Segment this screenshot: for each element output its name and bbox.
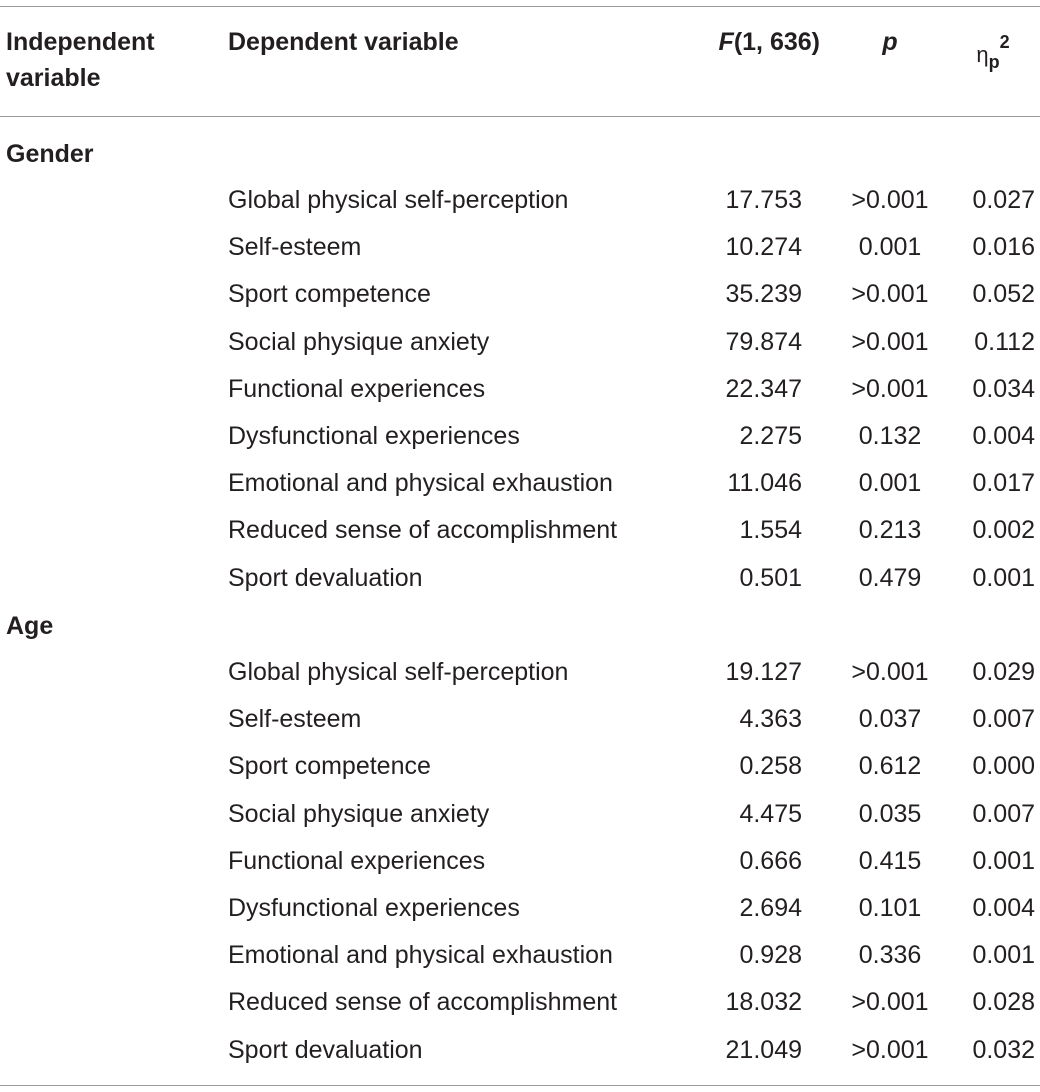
dependent-variable-cell: Functional experiences (228, 846, 486, 875)
dependent-variable-cell: Emotional and physical exhaustion (228, 941, 613, 970)
eta-value-cell: 0.034 (972, 374, 1035, 403)
eta-value-cell: 0.007 (972, 799, 1035, 828)
p-value-cell: 0.001 (858, 233, 922, 262)
p-value-cell: 0.132 (858, 422, 922, 450)
f-value-cell: 0.666 (739, 846, 802, 875)
p-value-cell: >0.001 (851, 374, 929, 403)
eta-value-cell: 0.016 (972, 233, 1035, 262)
f-value-cell: 4.475 (739, 799, 802, 828)
table-row (0, 512, 1040, 559)
f-value-cell: 22.347 (725, 374, 802, 403)
table-row (0, 1032, 1040, 1079)
eta-value-cell: 0.029 (972, 658, 1035, 686)
dependent-variable-cell: Global physical self-perception (228, 186, 569, 214)
header-f-symbol: F (718, 28, 734, 56)
eta-value-cell: 0.032 (972, 1035, 1035, 1064)
table-row (0, 843, 1040, 890)
f-value-cell: 1.554 (739, 516, 802, 545)
p-value-cell: 0.415 (858, 846, 922, 875)
f-value-cell: 0.258 (739, 752, 802, 781)
eta-value-cell: 0.001 (972, 846, 1035, 875)
table-row (0, 324, 1040, 371)
eta-value-cell: 0.001 (972, 941, 1035, 970)
p-value-cell: >0.001 (851, 1035, 929, 1064)
p-value-cell: >0.001 (851, 327, 929, 356)
p-value-cell: 0.037 (858, 705, 922, 734)
header-f-statistic (690, 24, 820, 60)
eta-value-cell: 0.002 (972, 516, 1035, 545)
p-value-cell: >0.001 (851, 988, 929, 1017)
table-row (0, 560, 1040, 607)
f-value-cell: 2.275 (739, 422, 802, 450)
table-row (0, 229, 1040, 276)
dependent-variable-cell: Dysfunctional experiences (228, 422, 520, 450)
table-row (0, 701, 1040, 748)
header-independent-variable: Independent variable (6, 28, 155, 92)
eta-value-cell: 0.112 (974, 327, 1035, 356)
f-value-cell: 21.049 (725, 1035, 802, 1064)
table-row (0, 276, 1040, 323)
f-value-cell: 4.363 (739, 705, 802, 734)
p-value-cell: >0.001 (851, 280, 929, 309)
dependent-variable-cell: Sport competence (228, 752, 431, 781)
table-row (0, 890, 1040, 937)
f-value-cell: 0.501 (739, 563, 802, 592)
eta-value-cell: 0.027 (972, 186, 1035, 214)
eta-value-cell: 0.007 (972, 705, 1035, 734)
dependent-variable-cell: Sport devaluation (228, 563, 423, 592)
header-p-value: p (882, 28, 898, 56)
dependent-variable-cell: Self-esteem (228, 233, 362, 262)
group-label: Age (6, 612, 54, 640)
dependent-variable-cell: Sport devaluation (228, 1035, 423, 1064)
table-top-rule (0, 6, 1040, 7)
f-value-cell: 11.046 (727, 469, 802, 498)
table-bottom-rule (0, 1085, 1040, 1086)
eta-value-cell: 0.001 (972, 563, 1035, 592)
f-value-cell: 2.694 (739, 894, 802, 922)
eta-value-cell: 0.004 (972, 422, 1035, 450)
p-value-cell: 0.213 (858, 516, 922, 545)
dependent-variable-cell: Functional experiences (228, 374, 486, 403)
dependent-variable-cell: Reduced sense of accomplishment (228, 516, 618, 545)
f-value-cell: 18.032 (725, 988, 802, 1017)
table-row (0, 465, 1040, 512)
f-value-cell: 19.127 (725, 658, 802, 686)
eta-value-cell: 0.028 (972, 988, 1035, 1017)
f-value-cell: 0.928 (739, 941, 802, 970)
eta-value-cell: 0.004 (972, 894, 1035, 922)
table-row (0, 371, 1040, 418)
table-row (0, 418, 1040, 465)
header-eta-symbol: η (976, 42, 989, 67)
dependent-variable-cell: Global physical self-perception (228, 658, 569, 686)
p-value-cell: 0.035 (858, 799, 922, 828)
p-value-cell: 0.612 (858, 752, 922, 781)
header-f-df: (1, 636) (733, 28, 820, 56)
f-value-cell: 79.874 (725, 327, 802, 356)
dependent-variable-cell: Emotional and physical exhaustion (228, 469, 613, 498)
header-eta-superscript: 2 (999, 32, 1010, 52)
table-row (0, 182, 1040, 229)
header-dependent-variable: Dependent variable (228, 28, 459, 56)
header-eta-subscript: p (988, 52, 1000, 72)
table-row (0, 796, 1040, 843)
group-label: Gender (6, 140, 94, 168)
p-value-cell: >0.001 (851, 186, 929, 214)
table-row (0, 748, 1040, 795)
f-value-cell: 10.274 (725, 233, 802, 262)
p-value-cell: 0.001 (858, 469, 922, 498)
dependent-variable-cell: Social physique anxiety (228, 327, 490, 356)
p-value-cell: 0.101 (858, 894, 922, 922)
p-value-cell: 0.479 (858, 563, 922, 592)
dependent-variable-cell: Social physique anxiety (228, 799, 490, 828)
eta-value-cell: 0.017 (972, 469, 1035, 498)
table-row (0, 984, 1040, 1031)
dependent-variable-cell: Sport competence (228, 280, 431, 309)
eta-value-cell: 0.052 (972, 280, 1035, 309)
eta-value-cell: 0.000 (972, 752, 1035, 781)
dependent-variable-cell: Self-esteem (228, 705, 362, 734)
p-value-cell: 0.336 (858, 941, 922, 970)
header-partial-eta-squared (950, 24, 1036, 80)
p-value-cell: >0.001 (851, 658, 929, 686)
f-value-cell: 17.753 (725, 186, 802, 214)
table-row (0, 654, 1040, 701)
dependent-variable-cell: Dysfunctional experiences (228, 894, 520, 922)
table-row (0, 937, 1040, 984)
dependent-variable-cell: Reduced sense of accomplishment (228, 988, 618, 1017)
header-divider-rule (0, 116, 1040, 117)
f-value-cell: 35.239 (725, 280, 802, 309)
